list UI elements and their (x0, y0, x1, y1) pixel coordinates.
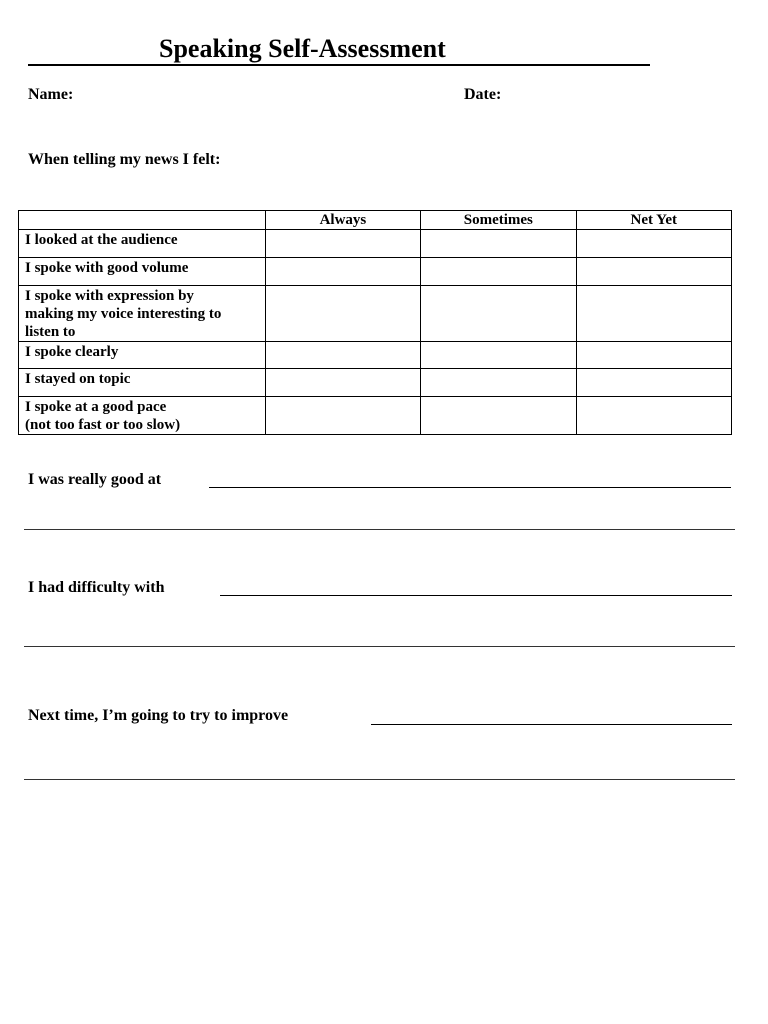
cell-always[interactable] (265, 397, 420, 435)
cell-not-yet[interactable] (576, 286, 731, 342)
table-row (19, 397, 732, 435)
header-always: Always (265, 211, 420, 230)
difficulty-answer-line[interactable] (220, 595, 732, 596)
title-underline (28, 34, 650, 66)
name-label: Name: (28, 86, 74, 103)
criterion-good-pace: I spoke at a good pace (not too fast or too slow) (19, 397, 266, 435)
improve-answer-line[interactable] (371, 724, 732, 725)
cell-sometimes[interactable] (421, 342, 576, 369)
date-label: Date: (464, 86, 502, 103)
improve-label: Next time, I’m going to try to improve (28, 707, 289, 724)
cell-sometimes[interactable] (421, 286, 576, 342)
good-at-answer-line-2[interactable] (24, 529, 735, 530)
table-row (19, 342, 732, 369)
cell-always[interactable] (265, 286, 420, 342)
cell-not-yet[interactable] (576, 342, 731, 369)
table-row (19, 230, 732, 258)
assessment-table (18, 210, 732, 435)
difficulty-answer-line-2[interactable] (24, 646, 735, 647)
cell-always[interactable] (265, 258, 420, 286)
good-at-label: I was really good at (28, 471, 162, 488)
table-row (19, 369, 732, 397)
header-criteria (19, 211, 266, 230)
criterion-spoke-clearly: I spoke clearly (19, 342, 266, 369)
cell-always[interactable] (265, 342, 420, 369)
header-sometimes: Sometimes (421, 211, 576, 230)
cell-not-yet[interactable] (576, 230, 731, 258)
feeling-prompt: When telling my news I felt: (28, 151, 221, 168)
header-not-yet: Net Yet (576, 211, 731, 230)
cell-not-yet[interactable] (576, 397, 731, 435)
cell-sometimes[interactable] (421, 369, 576, 397)
good-at-answer-line[interactable] (209, 487, 731, 488)
cell-always[interactable] (265, 369, 420, 397)
table-row (19, 258, 732, 286)
table-header-row (19, 211, 732, 230)
cell-always[interactable] (265, 230, 420, 258)
criterion-stayed-on-topic: I stayed on topic (19, 369, 266, 397)
improve-answer-line-2[interactable] (24, 779, 735, 780)
criterion-good-volume: I spoke with good volume (19, 258, 266, 286)
table-row (19, 286, 732, 342)
cell-sometimes[interactable] (421, 397, 576, 435)
criterion-expression: I spoke with expression by making my voice interesting to listen to (19, 286, 266, 342)
page-title: Speaking Self-Assessment (159, 34, 446, 63)
cell-not-yet[interactable] (576, 258, 731, 286)
criterion-looked-at-audience: I looked at the audience (19, 230, 266, 258)
cell-not-yet[interactable] (576, 369, 731, 397)
cell-sometimes[interactable] (421, 258, 576, 286)
difficulty-label: I had difficulty with (28, 579, 165, 596)
cell-sometimes[interactable] (421, 230, 576, 258)
